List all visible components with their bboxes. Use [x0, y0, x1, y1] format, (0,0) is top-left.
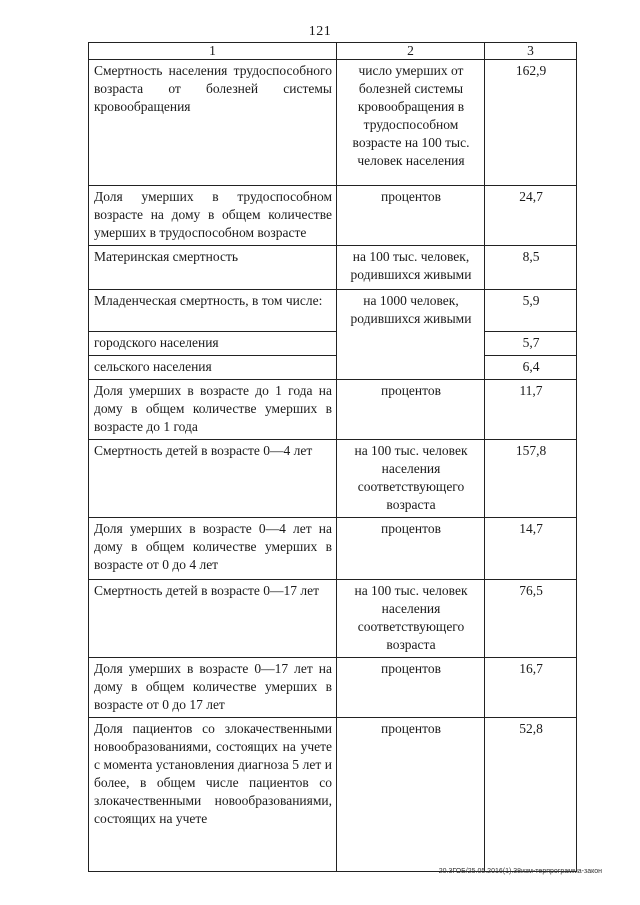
column-header-2: 2: [337, 43, 485, 60]
value-cell: 8,5: [485, 246, 577, 290]
table-row: [89, 186, 577, 246]
indicator-cell: Доля умерших в возрасте 0—17 лет на дому в общем количестве умерших в возрасте от 0 до 17 лет: [89, 658, 337, 718]
value-cell: 52,8: [485, 718, 577, 872]
table-row: [89, 580, 577, 658]
value-cell: 14,7: [485, 518, 577, 580]
unit-cell: процентов: [337, 518, 485, 580]
indicator-cell: Доля умерших в возрасте до 1 года на дому в общем количестве умерших в возрасте до 1 года: [89, 380, 337, 440]
indicator-cell: Смертность населения трудоспособного возраста от болезней системы кровообращения: [89, 60, 337, 186]
unit-cell: на 100 тыс. человек населения соответствующего возраста: [337, 580, 485, 658]
indicator-cell: сельского населения: [89, 356, 337, 380]
table-row: [89, 246, 577, 290]
value-cell: 76,5: [485, 580, 577, 658]
value-cell: 6,4: [485, 356, 577, 380]
column-header-1: 1: [89, 43, 337, 60]
table-sub-row: [89, 356, 577, 380]
table-row: [89, 440, 577, 518]
value-cell: 24,7: [485, 186, 577, 246]
unit-cell: на 100 тыс. человек населения соответствующего возраста: [337, 440, 485, 518]
table-row: [89, 380, 577, 440]
unit-cell: на 1000 человек, родившихся живыми: [337, 290, 485, 380]
indicator-cell: Младенческая смертность, в том числе:: [89, 290, 337, 332]
document-footer-code: 20.3ГОБ/25.05.2016(1).38изм-терпрограмма-закон: [438, 868, 602, 875]
indicators-table: [88, 42, 577, 872]
unit-cell: процентов: [337, 718, 485, 872]
value-cell: 157,8: [485, 440, 577, 518]
unit-cell: процентов: [337, 186, 485, 246]
value-cell: 11,7: [485, 380, 577, 440]
indicator-cell: Смертность детей в возрасте 0—4 лет: [89, 440, 337, 518]
table-row: [89, 60, 577, 186]
indicator-cell: Смертность детей в возрасте 0—17 лет: [89, 580, 337, 658]
page-number: 121: [308, 24, 332, 39]
unit-cell: на 100 тыс. человек, родившихся живыми: [337, 246, 485, 290]
column-header-3: 3: [485, 43, 577, 60]
indicator-cell: Доля пациентов со злокачественными новообразованиями, состоящих на учете с момента установления диагноза 5 лет и более, в общем числе пациентов со злокачественными новообразованиями, состоящих на учете: [89, 718, 337, 872]
value-cell: 16,7: [485, 658, 577, 718]
value-cell: 162,9: [485, 60, 577, 186]
unit-cell: число умерших от болезней системы кровообращения в трудоспособном возрасте на 100 тыс. человек населения: [337, 60, 485, 186]
value-cell: 5,9: [485, 290, 577, 332]
table-row: [89, 518, 577, 580]
table-row: [89, 290, 577, 332]
unit-cell: процентов: [337, 380, 485, 440]
indicator-cell: Доля умерших в трудоспособном возрасте на дому в общем количестве умерших в трудоспособном возрасте: [89, 186, 337, 246]
table-row: [89, 658, 577, 718]
table-sub-row: [89, 332, 577, 356]
indicator-cell: Доля умерших в возрасте 0—4 лет на дому в общем количестве умерших в возрасте от 0 до 4 лет: [89, 518, 337, 580]
value-cell: 5,7: [485, 332, 577, 356]
indicator-cell: Материнская смертность: [89, 246, 337, 290]
indicator-cell: городского населения: [89, 332, 337, 356]
table-header-row: [89, 43, 577, 60]
table-row: [89, 718, 577, 872]
unit-cell: процентов: [337, 658, 485, 718]
